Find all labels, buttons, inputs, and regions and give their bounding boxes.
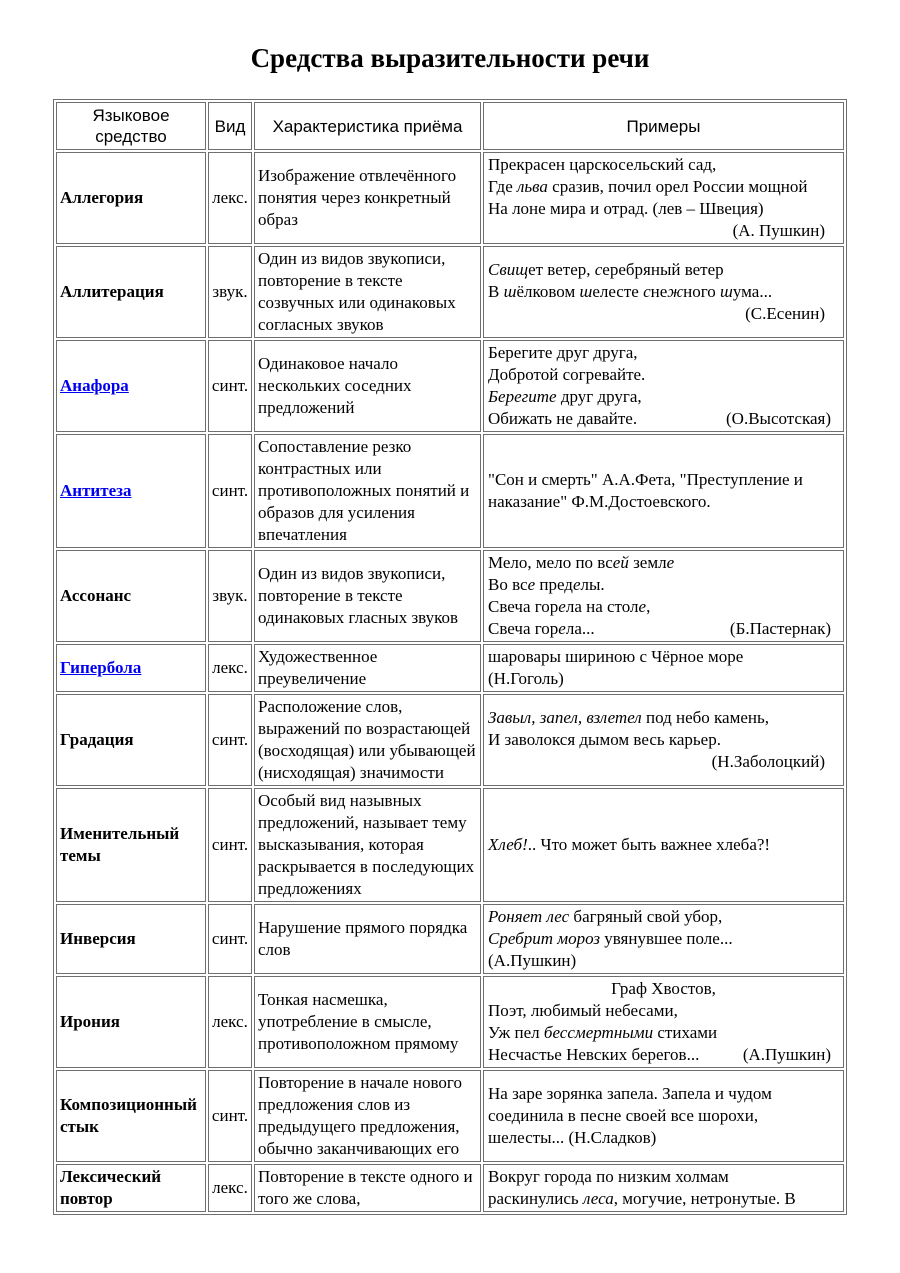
kind-cell: синт.: [208, 788, 252, 902]
col-header-characteristic: Характеристика приёма: [254, 102, 481, 150]
example-cell: Вокруг города по низким холмам раскинулись леса, могучие, нетронутые. В: [483, 1164, 844, 1212]
description-cell: Сопоставление резко контрастных или противоположных понятий и образов для усиления впечатления: [254, 434, 481, 548]
description-cell: Повторение в тексте одного и того же слова,: [254, 1164, 481, 1212]
example-cell: Граф Хвостов, Поэт, любимый небесами, Уж пел бессмертными стихами Несчастье Невских берегов... (А.Пушкин): [483, 976, 844, 1068]
table-row: [56, 1164, 844, 1212]
term-cell: [56, 694, 206, 786]
kind-cell: синт.: [208, 340, 252, 432]
kind-cell: синт.: [208, 904, 252, 974]
term-cell: [56, 788, 206, 902]
example-cell: Роняет лес багряный свой убор, Сребрит мороз увянувшее поле... (А.Пушкин): [483, 904, 844, 974]
term-cell: [56, 644, 206, 692]
description-cell: Один из видов звукописи, повторение в тексте созвучных или одинаковых согласных звуков: [254, 246, 481, 338]
table-body: [56, 152, 844, 1212]
description-cell: Расположение слов, выражений по возрастающей (восходящая) или убывающей (нисходящая) значимости: [254, 694, 481, 786]
kind-cell: лекс.: [208, 1164, 252, 1212]
term-label: Лексический повтор: [60, 1167, 162, 1208]
kind-cell: лекс.: [208, 644, 252, 692]
term-cell: [56, 246, 206, 338]
kind-cell: синт.: [208, 1070, 252, 1162]
description-cell: Один из видов звукописи, повторение в тексте одинаковых гласных звуков: [254, 550, 481, 642]
kind-cell: звук.: [208, 550, 252, 642]
term-cell: [56, 1164, 206, 1212]
example-cell: Свищет ветер, серебряный ветер В шёлковом шелесте снежного шума... (С.Есенин): [483, 246, 844, 338]
term-link[interactable]: Антитеза: [60, 481, 132, 500]
table-row: [56, 644, 844, 692]
term-cell: [56, 152, 206, 244]
term-cell: [56, 340, 206, 432]
term-label: Именительный темы: [60, 824, 180, 865]
table-header: [56, 102, 844, 150]
col-header-kind: Вид: [208, 102, 252, 150]
kind-cell: синт.: [208, 694, 252, 786]
term-label: Инверсия: [60, 929, 136, 948]
term-cell: [56, 976, 206, 1068]
description-cell: Художественное преувеличение: [254, 644, 481, 692]
term-link[interactable]: Анафора: [60, 376, 129, 395]
table-row: [56, 152, 844, 244]
col-header-examples: Примеры: [483, 102, 844, 150]
table-row: [56, 340, 844, 432]
col-header-language-means: Языковое средство: [56, 102, 206, 150]
term-label: Градация: [60, 730, 134, 749]
term-label: Аллитерация: [60, 282, 164, 301]
term-label: Композиционный стык: [60, 1095, 197, 1136]
table-row: [56, 550, 844, 642]
expressive-means-table: [53, 99, 847, 1215]
example-cell: шаровары шириною с Чёрное море (Н.Гоголь): [483, 644, 844, 692]
example-cell: "Сон и смерть" А.А.Фета, "Преступление и наказание" Ф.М.Достоевского.: [483, 434, 844, 548]
description-cell: Нарушение прямого порядка слов: [254, 904, 481, 974]
term-label: Аллегория: [60, 188, 144, 207]
kind-cell: звук.: [208, 246, 252, 338]
term-label: Ирония: [60, 1012, 120, 1031]
table-row: [56, 904, 844, 974]
example-cell: На заре зорянка запела. Запела и чудом соединила в песне своей все шорохи, шелесты... (Н.Сладков): [483, 1070, 844, 1162]
table-row: [56, 788, 844, 902]
kind-cell: синт.: [208, 434, 252, 548]
kind-cell: лекс.: [208, 976, 252, 1068]
description-cell: Одинаковое начало нескольких соседних предложений: [254, 340, 481, 432]
example-cell: Завыл, запел, взлетел под небо камень, И заволокся дымом весь карьер. (Н.Заболоцкий): [483, 694, 844, 786]
term-cell: [56, 550, 206, 642]
term-link[interactable]: Гипербола: [60, 658, 142, 677]
description-cell: Тонкая насмешка, употребление в смысле, противоположном прямому: [254, 976, 481, 1068]
term-cell: [56, 904, 206, 974]
description-cell: Особый вид назывных предложений, называет тему высказывания, которая раскрывается в последующих предложениях: [254, 788, 481, 902]
example-cell: Хлеб!.. Что может быть важнее хлеба?!: [483, 788, 844, 902]
table-row: [56, 434, 844, 548]
table-row: [56, 1070, 844, 1162]
table-row: [56, 694, 844, 786]
description-cell: Повторение в начале нового предложения слов из предыдущего предложения, обычно заканчивающих его: [254, 1070, 481, 1162]
term-cell: [56, 434, 206, 548]
page-title: Средства выразительности речи: [250, 43, 650, 73]
table-row: [56, 246, 844, 338]
example-cell: Мело, мело по всей земле Во все пределы. Свеча горела на столе, Свеча горела... (Б.Пастернак): [483, 550, 844, 642]
header-row: [56, 102, 844, 150]
description-cell: Изображение отвлечённого понятия через конкретный образ: [254, 152, 481, 244]
term-cell: [56, 1070, 206, 1162]
example-cell: Прекрасен царскосельский сад, Где льва сразив, почил орел России мощной На лоне мира и отрад. (лев – Швеция) (А. Пушкин): [483, 152, 844, 244]
table-row: [56, 976, 844, 1068]
example-cell: Берегите друг друга, Добротой согревайте. Берегите друг друга, Обижать не давайте. (О.Высотская): [483, 340, 844, 432]
term-label: Ассонанс: [60, 586, 132, 605]
kind-cell: лекс.: [208, 152, 252, 244]
